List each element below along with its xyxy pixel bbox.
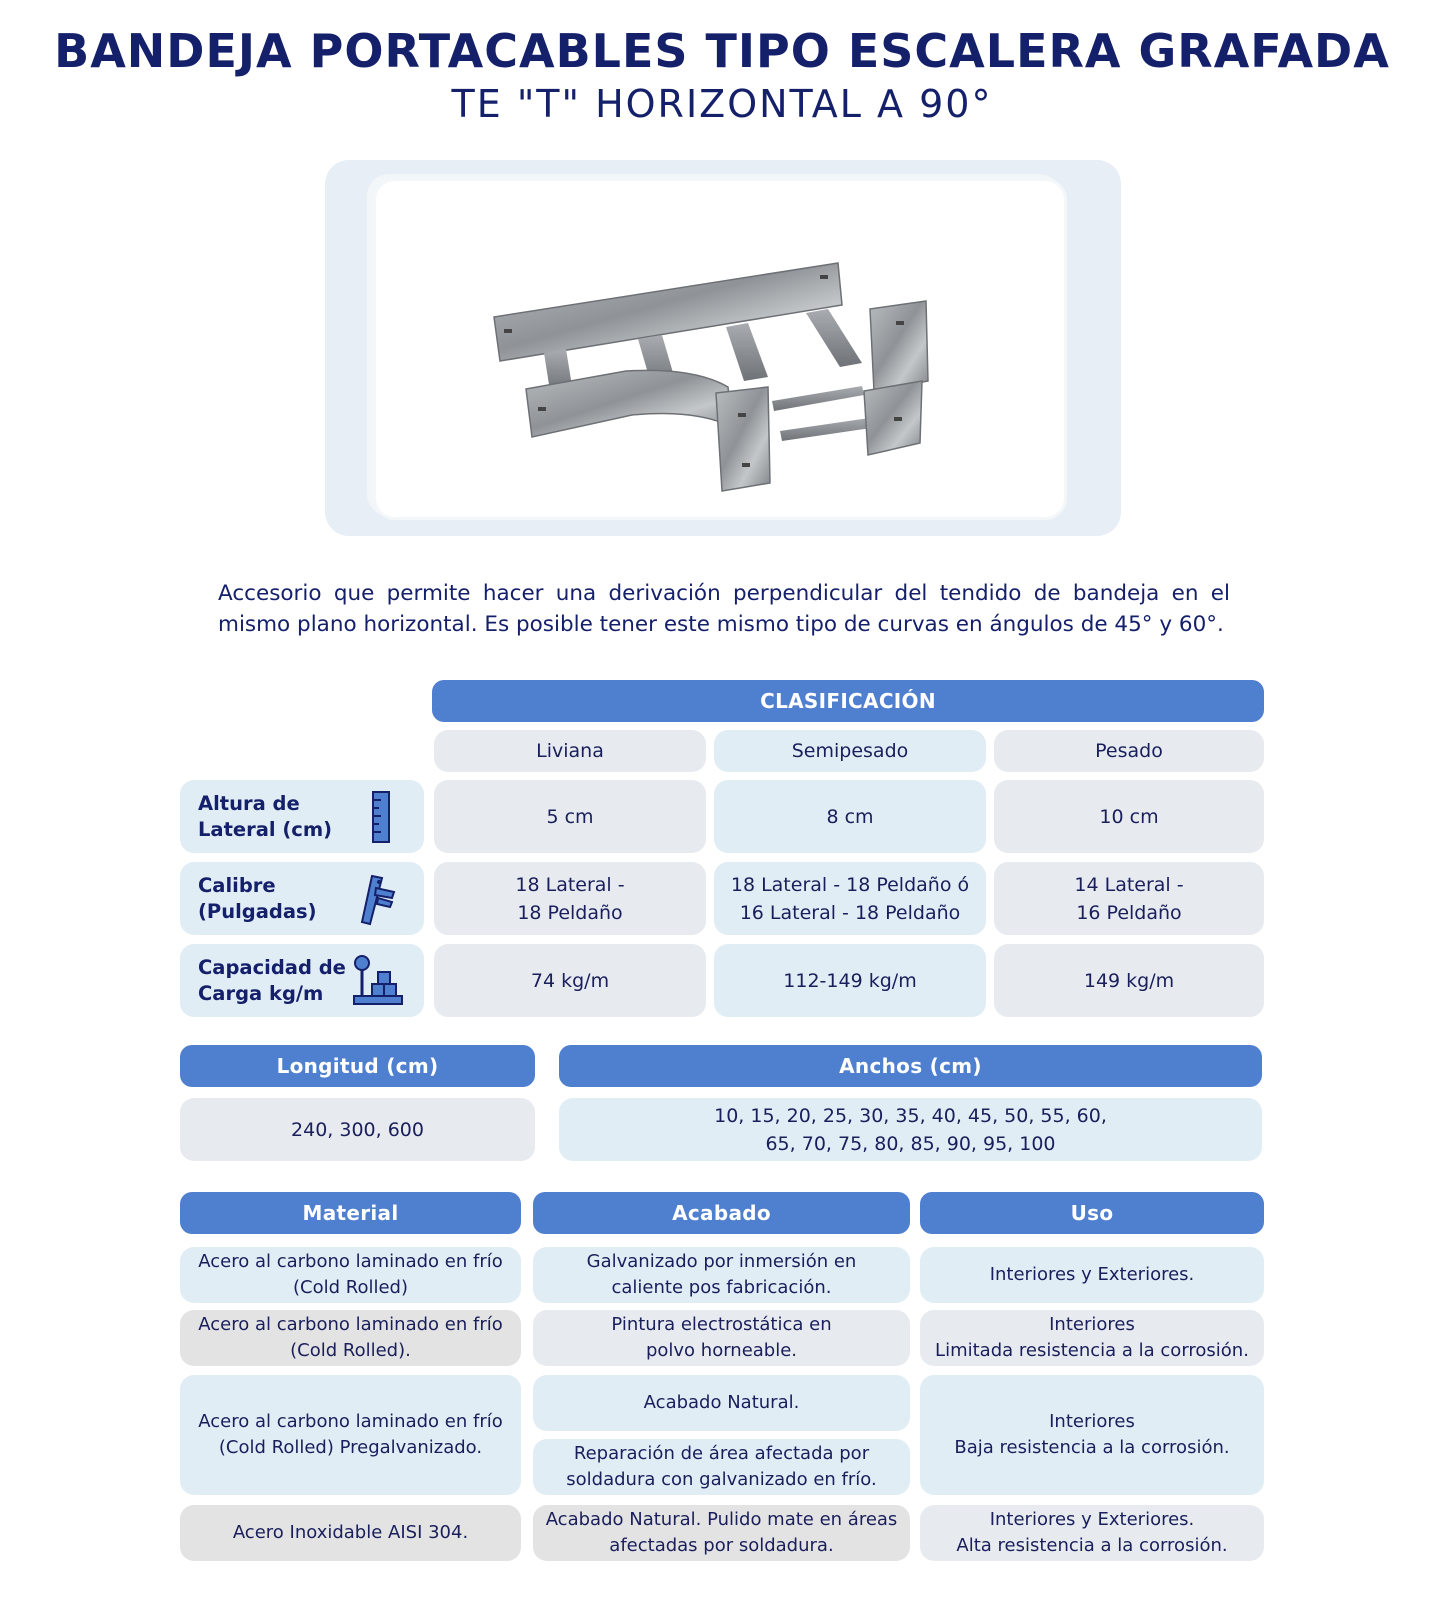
caliper-icon (358, 874, 398, 926)
row-label-calibre (180, 862, 424, 935)
ruler-icon (370, 790, 394, 844)
capacidad-liviana: 74 kg/m (434, 944, 706, 1017)
acabado-row-4: Acabado Natural. Pulido mate en áreas afectadas por soldadura. (533, 1505, 910, 1561)
material-row-1: Acero al carbono laminado en frío (Cold Rolled) (180, 1247, 521, 1303)
uso-row-2: Interiores Limitada resistencia a la corrosión. (920, 1310, 1264, 1366)
material-row-3: Acero al carbono laminado en frío (Cold Rolled) Pregalvanizado. (180, 1375, 521, 1495)
uso-row-1: Interiores y Exteriores. (920, 1247, 1264, 1303)
product-image-frame (325, 160, 1121, 536)
column-semipesado: Semipesado (714, 730, 986, 772)
altura-semipesado: 8 cm (714, 780, 986, 853)
product-image-card (373, 178, 1067, 520)
row-label-altura-text: Altura de Lateral (cm) (198, 791, 333, 841)
calibre-liviana: 18 Lateral - 18 Peldaño (434, 862, 706, 935)
material-row-2: Acero al carbono laminado en frío (Cold Rolled). (180, 1310, 521, 1366)
uso-row-3: Interiores Baja resistencia a la corrosión. (920, 1375, 1264, 1495)
altura-pesado: 10 cm (994, 780, 1264, 853)
acabado-header: Acabado (533, 1192, 910, 1234)
row-label-calibre-text: Calibre (Pulgadas) (198, 873, 317, 923)
material-row-4: Acero Inoxidable AISI 304. (180, 1505, 521, 1561)
classification-header: CLASIFICACIÓN (432, 680, 1264, 722)
uso-header: Uso (920, 1192, 1264, 1234)
scale-icon (352, 954, 404, 1008)
calibre-pesado: 14 Lateral - 16 Peldaño (994, 862, 1264, 935)
anchos-header: Anchos (cm) (559, 1045, 1262, 1087)
acabado-row-2: Pintura electrostática en polvo horneable. (533, 1310, 910, 1366)
acabado-row-3a: Acabado Natural. (533, 1375, 910, 1431)
capacidad-semipesado: 112-149 kg/m (714, 944, 986, 1017)
material-header: Material (180, 1192, 521, 1234)
page-title: BANDEJA PORTACABLES TIPO ESCALERA GRAFADA (54, 24, 1390, 78)
acabado-row-3b: Reparación de área afectada por soldadura con galvanizado en frío. (533, 1439, 910, 1495)
longitud-value: 240, 300, 600 (180, 1098, 535, 1161)
longitud-header: Longitud (cm) (180, 1045, 535, 1087)
ladder-tray-tee-photo (376, 181, 1070, 523)
product-description: Accesorio que permite hacer una derivación perpendicular del tendido de bandeja en el mismo plano horizontal. Es posible tener este mismo tipo de curvas en ángulos de 45° y 60°. (218, 581, 1230, 637)
altura-liviana: 5 cm (434, 780, 706, 853)
column-liviana: Liviana (434, 730, 706, 772)
capacidad-pesado: 149 kg/m (994, 944, 1264, 1017)
row-label-capacidad (180, 944, 424, 1017)
row-label-capacidad-text: Capacidad de Carga kg/m (198, 955, 346, 1005)
calibre-semipesado: 18 Lateral - 18 Peldaño ó 16 Lateral - 18 Peldaño (714, 862, 986, 935)
page-subtitle: TE "T" HORIZONTAL A 90° (451, 82, 993, 126)
row-label-altura (180, 780, 424, 853)
column-pesado: Pesado (994, 730, 1264, 772)
anchos-value: 10, 15, 20, 25, 30, 35, 40, 45, 50, 55, 60, 65, 70, 75, 80, 85, 90, 95, 100 (559, 1098, 1262, 1161)
uso-row-4: Interiores y Exteriores. Alta resistencia a la corrosión. (920, 1505, 1264, 1561)
acabado-row-1: Galvanizado por inmersión en caliente pos fabricación. (533, 1247, 910, 1303)
